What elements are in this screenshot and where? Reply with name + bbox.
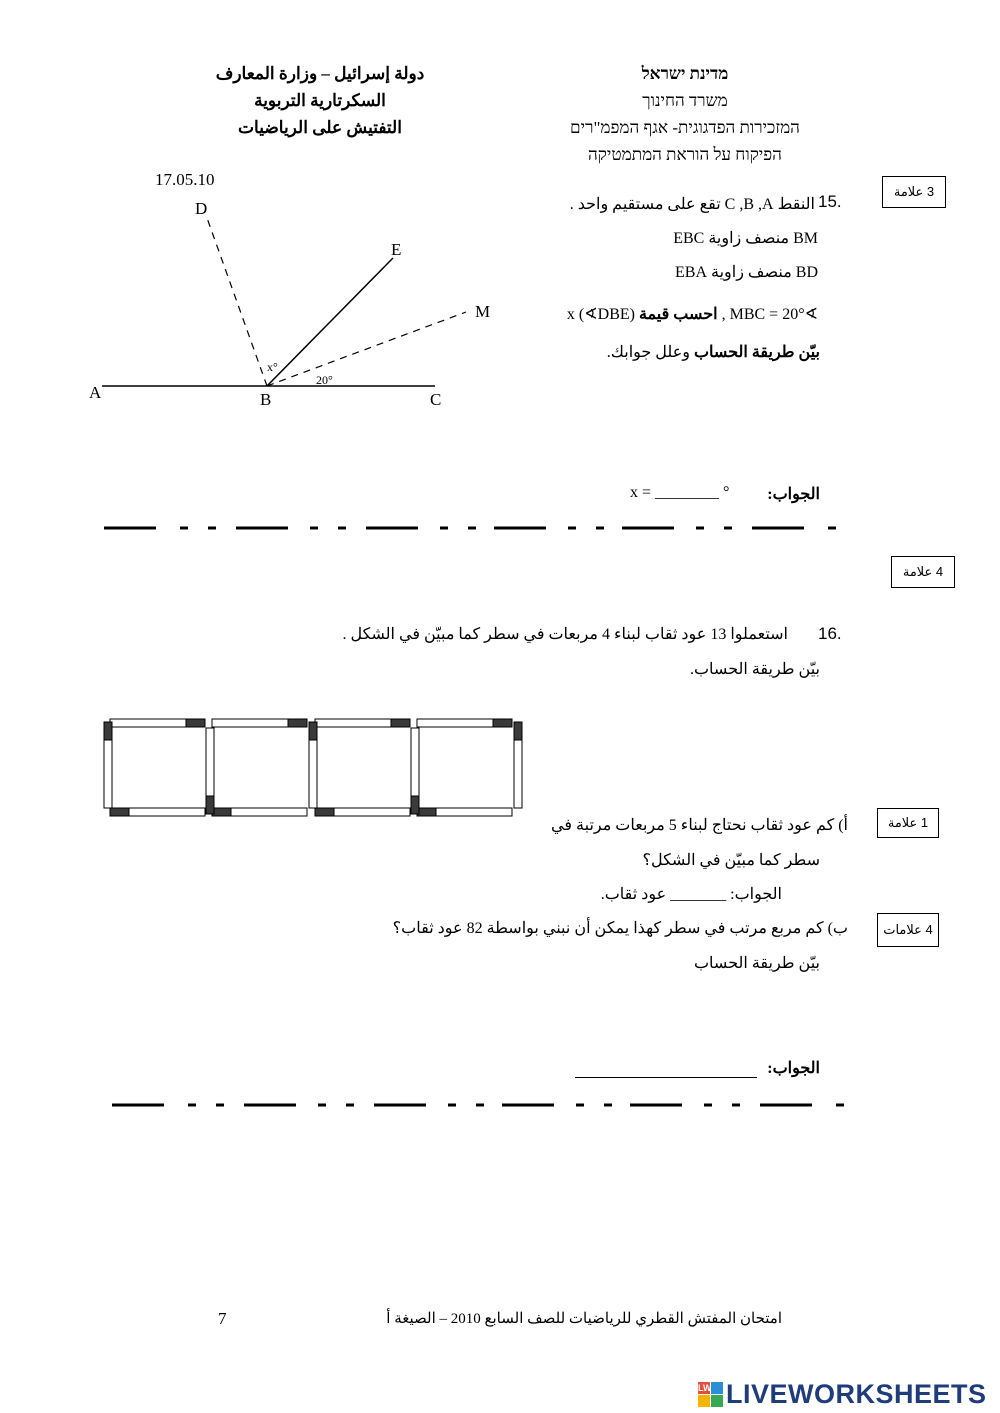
header-he-line-1: מדינת ישראל	[641, 64, 729, 83]
liveworksheets-wordmark: LIVEWORKSHEETS	[726, 1378, 987, 1409]
match-head	[391, 719, 410, 727]
match-head	[514, 722, 522, 740]
q15-compute-target: x (∢DBE)	[566, 306, 635, 323]
q15-justify: وعلل جوابك.	[606, 344, 690, 361]
q16a-answer[interactable]: الجواب: _______ عود ثقاب.	[600, 886, 782, 903]
match-head	[212, 808, 231, 816]
header-ar-line-1: دولة إسرائيل – وزارة المعارف	[215, 64, 425, 83]
ray-bm	[267, 312, 466, 386]
exam-date: 17.05.10	[155, 170, 215, 189]
match-head	[288, 719, 307, 727]
q15-marks-box: 3 علامة	[882, 176, 946, 208]
footer-title: امتحان المفتش القطري للرياضيات للصف السابع 2010 – الصيغة أ	[386, 1311, 782, 1327]
q15-line-3: BD منصف زاوية EBA	[675, 264, 818, 281]
match-head	[411, 796, 419, 814]
match-head	[493, 719, 512, 727]
section-separator	[108, 1097, 848, 1113]
header-he-line-2: משרד החינוך	[642, 91, 728, 110]
q16b-line-1: ب) كم مربع مرتب في سطر كهذا يمكن أن نبني بواسطة 82 عود ثقاب؟	[392, 920, 848, 937]
match-head	[309, 722, 317, 740]
q15-show-method: بيّن طريقة الحساب	[693, 344, 820, 361]
matchstick-squares	[100, 712, 530, 824]
q16a-line-2: سطر كما مبيّن في الشكل؟	[642, 852, 820, 869]
q15-answer-label: الجواب:	[767, 486, 820, 503]
match-head	[110, 808, 129, 816]
label-d: D	[195, 199, 208, 218]
angle-x-label: x°	[267, 360, 278, 374]
label-a: A	[89, 383, 102, 402]
q15-line-1: النقط C ,B ,A تقع على مستقيم واحد .	[569, 196, 815, 213]
match-head	[206, 796, 214, 814]
q15-line-4: ∢MBC = 20° , احسب قيمة x (∢DBE)	[566, 306, 818, 323]
q16a-marks-box: 1 علامة	[877, 808, 939, 838]
page-number: 7	[218, 1309, 227, 1328]
angle-20-label: 20°	[316, 373, 333, 387]
q16b-answer-field[interactable]	[575, 1063, 757, 1078]
match-head	[104, 722, 112, 740]
q16-line-1: استعملوا 13 عود ثقاب لبناء 4 مربعات في سطر كما مبيّن في الشكل .	[342, 626, 788, 643]
label-b: B	[260, 390, 272, 409]
q16b-line-2: بيّن طريقة الحساب	[693, 955, 820, 972]
q15-compute-label: احسب قيمة	[638, 306, 718, 323]
q16a-line-1: أ) كم عود ثقاب نحتاج لبناء 5 مربعات مرتبة في	[551, 817, 848, 834]
label-c: C	[430, 390, 442, 409]
q15-angle-diagram	[80, 190, 510, 420]
liveworksheets-logo-icon: LW	[698, 1382, 723, 1407]
liveworksheets-brand[interactable]	[698, 1377, 987, 1411]
match-head	[315, 808, 334, 816]
q16b-marks-box: 4 علامات	[877, 913, 939, 947]
section-separator	[100, 520, 840, 536]
header-he-line-3: המזכירות הפדגוגית- אגף המפמ"רים	[570, 118, 800, 137]
q15-number: 15.	[818, 192, 842, 211]
header-he-line-4: הפיקוח על הוראת המתמטיקה	[588, 145, 782, 164]
label-e: E	[391, 240, 402, 259]
q16-number: 16.	[818, 624, 842, 643]
q15-line-5	[607, 342, 820, 362]
label-m: M	[475, 302, 491, 321]
ray-be	[267, 258, 393, 386]
q15-answer-expr[interactable]: x = ________ °	[630, 484, 730, 501]
ray-bd	[207, 218, 267, 386]
q15-line-2: BM منصف زاوية EBC	[673, 230, 818, 247]
match-head	[417, 808, 436, 816]
q16-line-2: بيّن طريقة الحساب.	[689, 661, 820, 678]
match-head	[186, 719, 205, 727]
q15-given: ∢MBC = 20°	[729, 306, 818, 323]
header-ar-line-2: السكرتارية التربوية	[254, 91, 386, 110]
q16b-answer-label: الجواب:	[767, 1060, 820, 1077]
header-ar-line-3: التفتيش على الرياضيات	[238, 118, 402, 137]
q16-marks-box: 4 علامة	[891, 556, 955, 588]
